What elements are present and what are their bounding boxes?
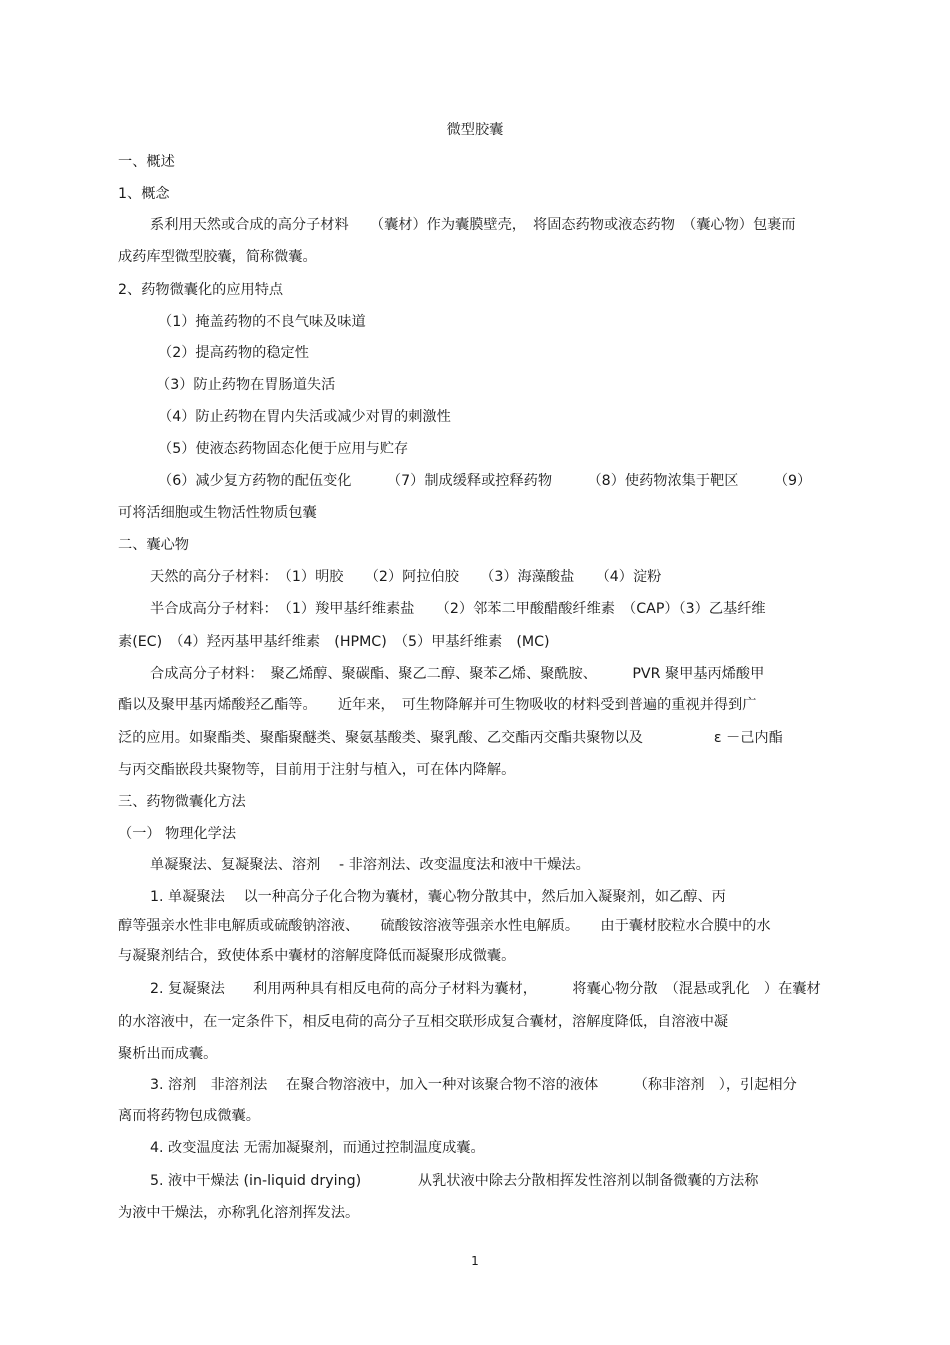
paragraph-line: 酯以及聚甲基丙烯酸羟乙酯等。 近年来， 可生物降解并可生物吸收的材料受到普遍的重视并得到广: [118, 697, 757, 713]
paragraph-line: 与丙交酯嵌段共聚物等，目前用于注射与植入，可在体内降解。: [118, 762, 516, 778]
paragraph-line: 单凝聚法、复凝聚法、溶剂 - 非溶剂法、改变温度法和液中干燥法。: [150, 857, 590, 873]
section-heading-overview: 一、概述: [118, 154, 175, 170]
subsection-heading-features: 2、药物微囊化的应用特点: [118, 282, 284, 298]
paragraph-line: 泛的应用。如聚酯类、聚酯聚醚类、聚氨基酸类、聚乳酸、乙交酯丙交酯共聚物以及 ε －己内酯: [118, 730, 783, 746]
list-item: （2）提高药物的稳定性: [158, 345, 309, 361]
list-item: （6）减少复方药物的配伍变化 （7）制成缓释或控释药物 （8）使药物浓集于靶区 （9）: [158, 473, 812, 489]
paragraph-line: 与凝聚剂结合，致使体系中囊材的溶解度降低而凝聚形成微囊。: [118, 948, 516, 964]
list-item: （4）防止药物在胃内失活或减少对胃的刺激性: [158, 409, 451, 425]
paragraph-line: 4. 改变温度法 无需加凝聚剂，而通过控制温度成囊。: [150, 1140, 485, 1156]
paragraph-line: 5. 液中干燥法 (in-liquid drying) 从乳状液中除去分散相挥发性溶剂以制备微囊的方法称: [150, 1173, 759, 1189]
page-title: 微型胶囊: [446, 122, 504, 138]
subsection-heading-physchem: （一） 物理化学法: [118, 826, 237, 842]
list-item: （1）掩盖药物的不良气味及味道: [158, 314, 366, 330]
paragraph-line: 成药库型微型胶囊，简称微囊。: [118, 249, 317, 265]
paragraph-line: 的水溶液中，在一定条件下，相反电荷的高分子互相交联形成复合囊材，溶解度降低，自溶液中凝: [118, 1014, 729, 1030]
paragraph-line: 1. 单凝聚法 以一种高分子化合物为囊材，囊心物分散其中，然后加入凝聚剂，如乙醇、丙: [150, 889, 726, 905]
paragraph-line: 醇等强亲水性非电解质或硫酸钠溶液、 硫酸铵溶液等强亲水性电解质。 由于囊材胶粒水合膜中的水: [118, 918, 771, 934]
paragraph-line: 离而将药物包成微囊。: [118, 1108, 260, 1124]
page-number: 1: [471, 1254, 479, 1268]
list-item: （3）防止药物在胃肠道失活: [156, 377, 336, 393]
paragraph-line: 2. 复凝聚法 利用两种具有相反电荷的高分子材料为囊材， 将囊心物分散 （混悬或乳化 ）在囊材: [150, 981, 821, 997]
paragraph-line: 天然的高分子材料： （1）明胶 （2）阿拉伯胶 （3）海藻酸盐 （4）淀粉: [150, 569, 662, 585]
list-item: 可将活细胞或生物活性物质包囊: [118, 505, 317, 521]
list-item: （5）使液态药物固态化便于应用与贮存: [158, 441, 409, 457]
paragraph-line: 系利用天然或合成的高分子材料 （囊材）作为囊膜壁壳， 将固态药物或液态药物 （囊心物）包裹而: [150, 217, 796, 233]
section-heading-methods: 三、药物微囊化方法: [118, 794, 246, 810]
paragraph-line: 聚析出而成囊。: [118, 1046, 218, 1062]
subsection-heading-concept: 1、概念: [118, 186, 170, 202]
paragraph-line: 为液中干燥法，亦称乳化溶剂挥发法。: [118, 1205, 360, 1221]
paragraph-line: 半合成高分子材料： （1）羧甲基纤维素盐 （2）邻苯二甲酸醋酸纤维素 （CAP）（3）乙基纤维: [150, 601, 766, 617]
section-heading-core: 二、囊心物: [118, 537, 189, 553]
paragraph-line: 合成高分子材料： 聚乙烯醇、聚碳酯、聚乙二醇、聚苯乙烯、聚酰胺、 PVR 聚甲基丙烯酸甲: [150, 666, 765, 682]
paragraph-line: 素(EC) （4）羟丙基甲基纤维素 (HPMC) （5）甲基纤维素 (MC): [118, 634, 550, 650]
paragraph-line: 3. 溶剂 非溶剂法 在聚合物溶液中，加入一种对该聚合物不溶的液体 （称非溶剂 ），引起相分: [150, 1077, 797, 1093]
